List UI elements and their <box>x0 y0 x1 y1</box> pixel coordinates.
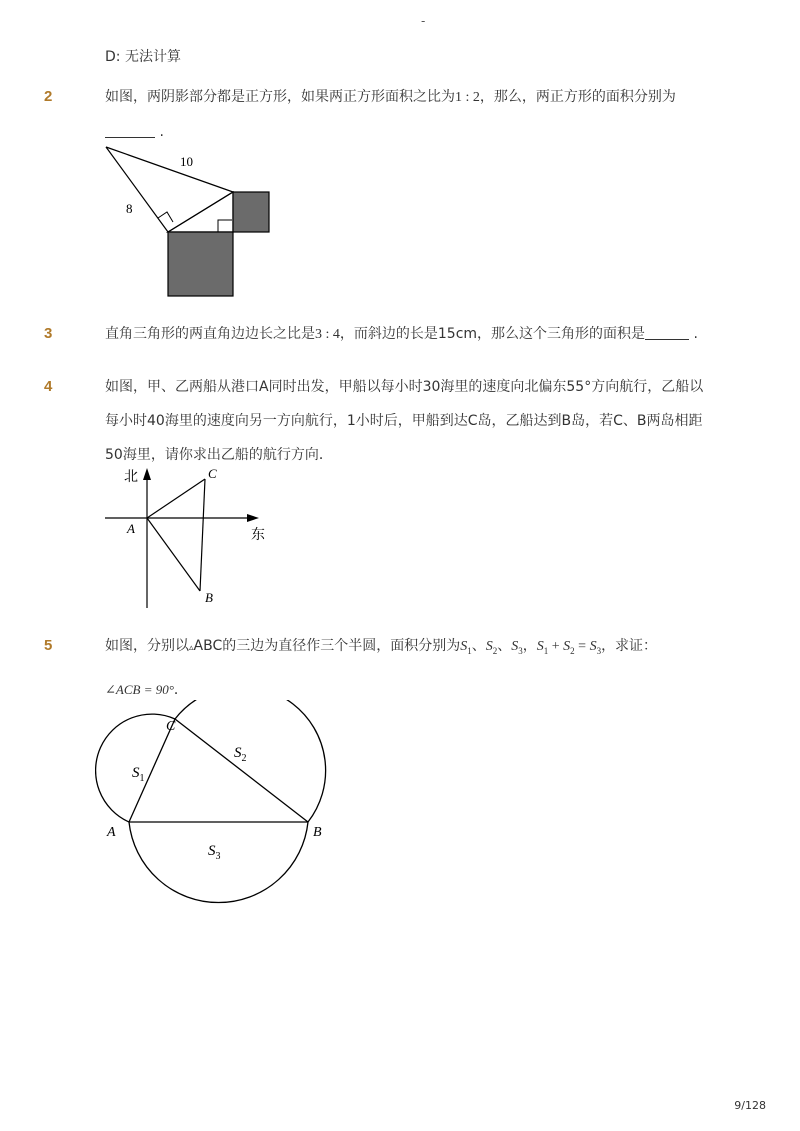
semicircle-s3 <box>129 822 308 903</box>
q3-text-a: 直角三角形的两直角边边长之比是 <box>105 326 315 342</box>
q4-figure <box>100 462 270 612</box>
question-3-text <box>105 317 720 352</box>
q2-answer-blank <box>105 123 155 138</box>
q3-answer-blank <box>645 325 689 340</box>
q3-ratio: 3 : 4 <box>315 327 340 342</box>
q5-tail: ． <box>173 681 188 698</box>
question-3-number: 3 <box>44 325 53 342</box>
side-cb <box>175 719 308 822</box>
q5-text-a: 如图，分别以 <box>105 638 189 654</box>
label-a: A <box>107 825 116 840</box>
label-b: B <box>205 590 213 605</box>
q2-tail: . <box>159 124 164 140</box>
q5-s2: $S_2$ <box>485 639 498 656</box>
label-a: A <box>127 521 135 536</box>
question-5-number: 5 <box>44 637 53 654</box>
east-arrow-icon <box>247 514 259 522</box>
q2-figure <box>100 140 280 305</box>
page-number: 9/128 <box>734 1099 766 1112</box>
q2-large-square <box>168 232 233 296</box>
q2-label-8: 8 <box>126 201 133 216</box>
q5-angle: ∠ACB = 90° <box>105 681 174 697</box>
option-d: D: 无法计算 <box>105 49 181 65</box>
q2-text-b: ，那么，两正方形的面积分别为 <box>479 89 676 105</box>
q5-figure <box>95 700 335 920</box>
label-s2: $S_2$ <box>234 745 247 764</box>
q3-tail: . <box>693 326 698 342</box>
q5-s3: $S_3$ <box>511 639 523 656</box>
q4-line-3: 50海里，请你求出乙船的航行方向． <box>105 447 333 463</box>
label-s1: $S_1$ <box>132 765 145 784</box>
q5-s1: $S_1$ <box>460 639 472 656</box>
header-mark: - <box>421 14 426 28</box>
q5-triangle-symbol: ▵ <box>189 643 194 653</box>
question-2-text <box>105 80 720 149</box>
line-cb <box>200 479 205 591</box>
q2-small-square <box>233 192 269 232</box>
label-c: C <box>166 719 176 734</box>
north-arrow-icon <box>143 468 151 480</box>
label-c: C <box>208 466 217 481</box>
q4-line-1: 如图，甲、乙两船从港口A同时出发，甲船以每小时30海里的速度向北偏东55°方向航行，乙船以 <box>105 379 704 395</box>
label-b: B <box>313 825 322 840</box>
line-ab <box>147 518 200 591</box>
q2-ratio: 1 : 2 <box>455 90 480 105</box>
q5-sep-2: 、 <box>497 638 512 654</box>
question-4-number: 4 <box>44 378 53 395</box>
q5-text-b: ABC的三边为直径作三个半圆，面积分别为 <box>193 638 461 654</box>
q2-text-a: 如图，两阴影部分都是正方形，如果两正方形面积之比为 <box>105 89 455 105</box>
q2-label-10: 10 <box>180 154 193 169</box>
q5-equation: $S_1 + S_2 = S_3$ <box>536 639 602 656</box>
label-east: 东 <box>251 528 265 543</box>
q3-text-b: ，而斜边的长是15cm，那么这个三角形的面积是 <box>339 326 646 342</box>
label-north: 北 <box>124 470 138 485</box>
line-ac <box>147 479 205 518</box>
q2-leg <box>106 147 168 232</box>
q5-comma: ， <box>522 638 537 654</box>
question-5-text <box>105 629 745 704</box>
q2-hypotenuse <box>106 147 233 192</box>
semicircle-s2 <box>175 700 326 822</box>
q4-line-2: 每小时40海里的速度向另一方向航行，1小时后，甲船到达C岛，乙船达到B岛，若C、B两岛相距 <box>105 413 703 429</box>
question-4-text <box>105 370 720 472</box>
label-s3: $S_3$ <box>208 843 221 862</box>
question-2-number: 2 <box>44 88 53 105</box>
q5-sep-1: 、 <box>471 638 486 654</box>
q5-text-c: ，求证： <box>601 638 658 654</box>
